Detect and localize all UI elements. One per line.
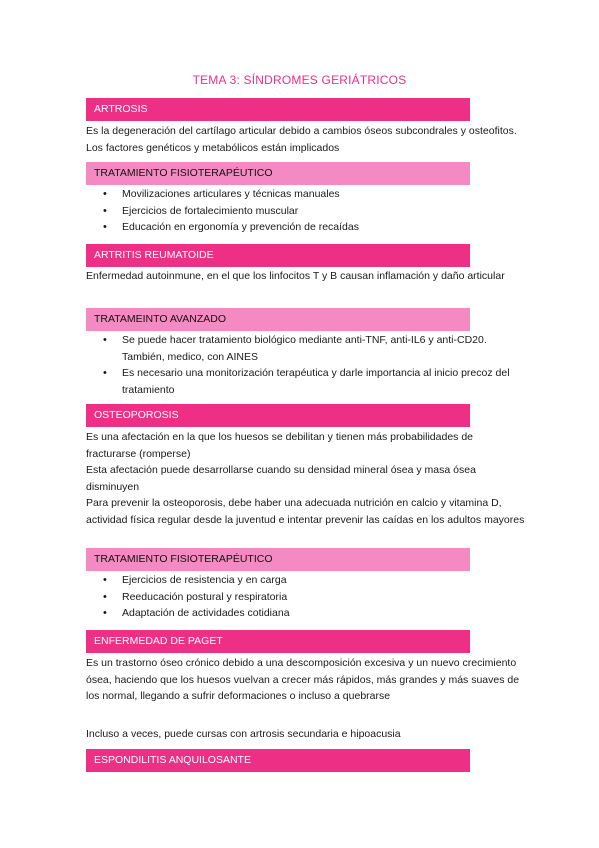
osteoporosis-text-1: Es una afectación en la que los huesos se debilitan y tienen más probabilidades de fracturarse (romperse) bbox=[86, 431, 474, 460]
osteoporosis-text-2: Esta afectación puede desarrollarse cuando su densidad mineral ósea y masa ósea disminuyen bbox=[86, 464, 476, 493]
tratamiento-fisioterapeutico-list bbox=[86, 186, 526, 236]
section-header-osteoporosis: OSTEOPOROSIS bbox=[86, 404, 470, 427]
list-item: • Educación en ergonomía y prevención de recaídas bbox=[86, 219, 526, 236]
page-title: TEMA 3: SÍNDROMES GERIÁTRICOS bbox=[192, 73, 407, 87]
section-header-tratamiento-fisioterapeutico: TRATAMIENTO FISIOTERAPÉUTICO bbox=[86, 162, 470, 185]
paget-text-2: Incluso a veces, puede cursas con artrosis secundaria e hipoacusia bbox=[86, 728, 401, 740]
list-item: • Es necesario una monitorización terapéutica y darle importancia al inicio precoz del tratamiento bbox=[86, 365, 526, 398]
tratamiento-avanzado-list bbox=[86, 332, 526, 398]
section-header-tratamiento-fisioterapeutico-2: TRATAMIENTO FISIOTERAPÉUTICO bbox=[86, 548, 470, 571]
section-header-paget: ENFERMEDAD DE PAGET bbox=[86, 630, 470, 653]
tratamiento-fisioterapeutico-2-list bbox=[86, 572, 526, 622]
osteoporosis-text-3: Para prevenir la osteoporosis, debe haber una adecuada nutrición en calcio y vitamina D, actividad física regular desde la juventud e intentar prevenir las caídas en los adultos mayores bbox=[86, 497, 525, 526]
list-item: • Movilizaciones articulares y técnicas manuales bbox=[86, 186, 526, 203]
list-item: • Ejercicios de fortalecimiento muscular bbox=[86, 203, 526, 220]
list-item: • Reeducación postural y respiratoria bbox=[86, 589, 526, 606]
list-item: • Ejercicios de resistencia y en carga bbox=[86, 572, 526, 589]
section-header-artritis-reumatoide: ARTRITIS REUMATOIDE bbox=[86, 244, 470, 267]
list-item: • Se puede hacer tratamiento biológico mediante anti-TNF, anti-IL6 y anti-CD20. También, medico, con AINES bbox=[86, 332, 526, 365]
section-header-espondilitis: ESPONDILITIS ANQUILOSANTE bbox=[86, 749, 470, 772]
list-item: • Adaptación de actividades cotidiana bbox=[86, 605, 526, 622]
section-header-artrosis: ARTROSIS bbox=[86, 98, 470, 121]
artritis-text: Enfermedad autoinmune, en el que los linfocitos T y B causan inflamación y daño articular bbox=[86, 270, 505, 282]
artrosis-text: Es la degeneración del cartílago articular debido a cambios óseos subcondrales y osteofitos. Los factores genéticos y metabólicos están implicados bbox=[86, 125, 517, 154]
paget-text-1: Es un trastorno óseo crónico debido a una descomposición excesiva y un nuevo crecimiento ósea, haciendo que los huesos vuelvan a crecer más rápidos, más grandes y más suaves de los normal, llegando a sufrir deformaciones o incluso a quebrarse bbox=[86, 657, 520, 702]
section-header-tratamiento-avanzado: TRATAMEINTO AVANZADO bbox=[86, 308, 470, 331]
